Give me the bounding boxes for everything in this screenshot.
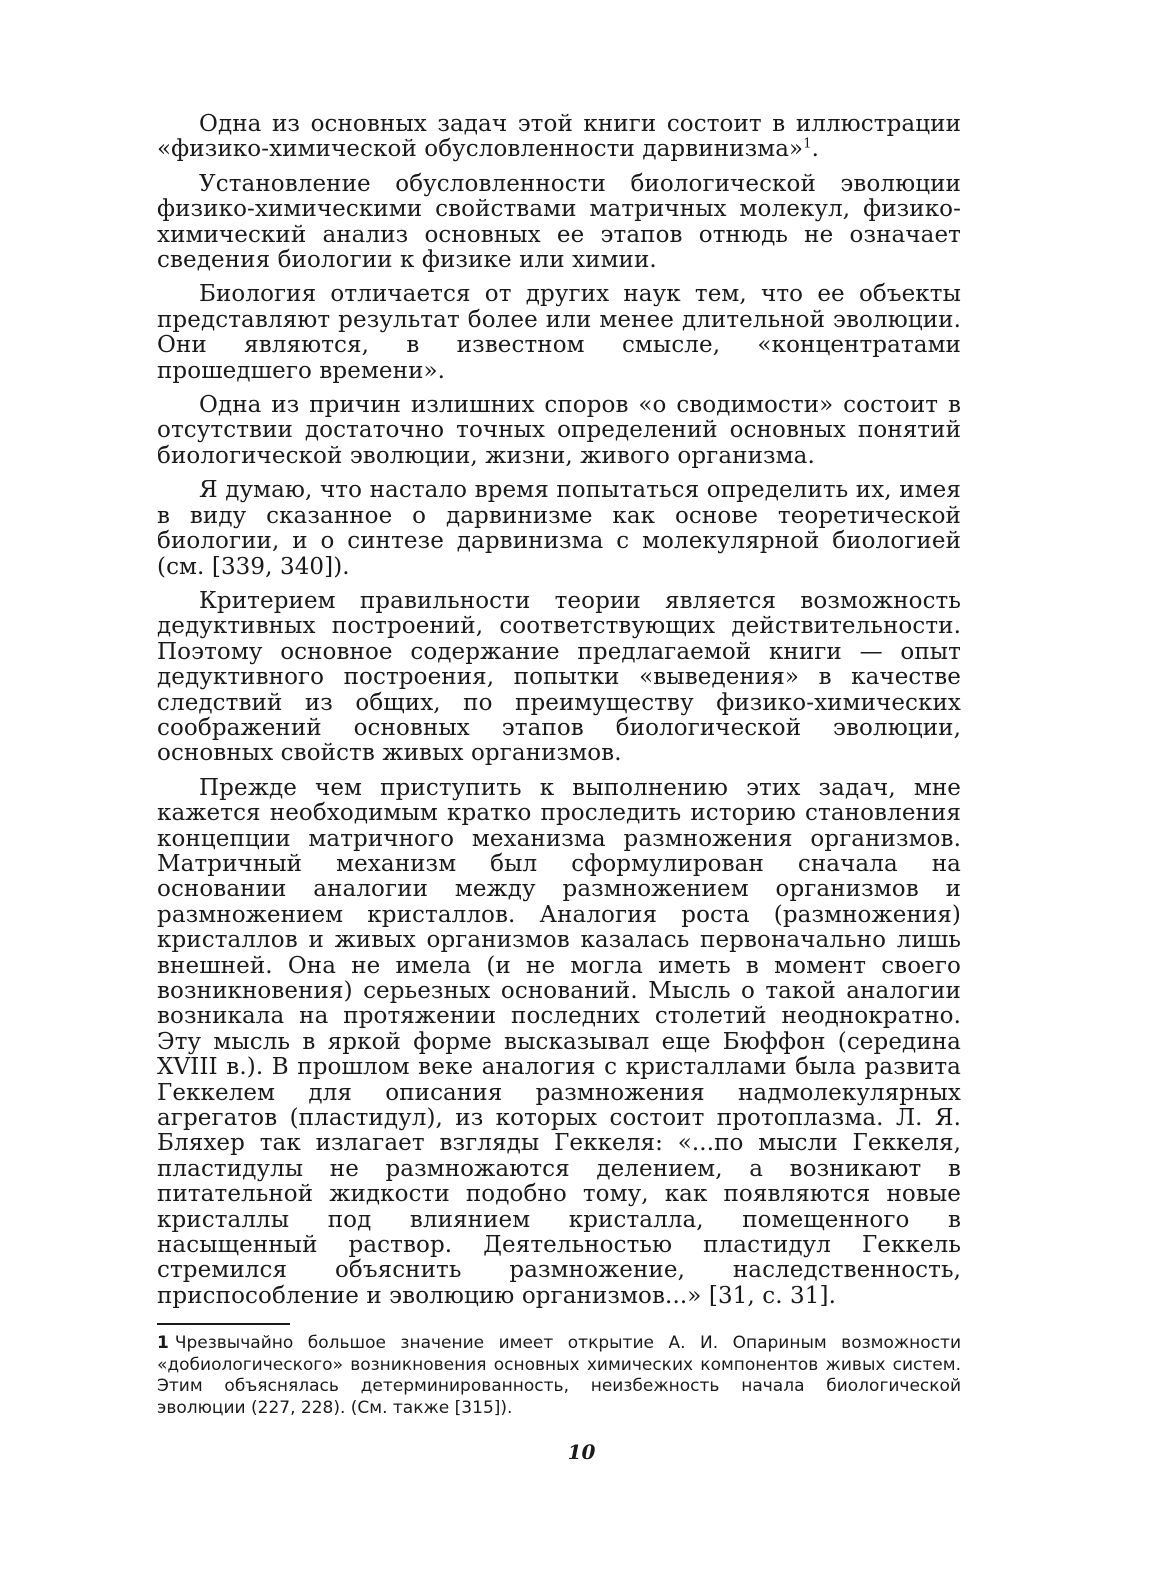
paragraph-2: Установление обусловленности биологической эволюции физико-химическими свойствами матричных молекул, физико-химический анализ основных ее этапов отнюдь не означает сведения биологии к физике или химии.	[157, 170, 961, 274]
paragraph-7: Прежде чем приступить к выполнению этих задач, мне кажется необходимым кратко проследить историю становления концепции матричного механизма размножения организмов. Матричный механизм был сформулирован сначала на основании аналогии между размножением организмов и размножением кристаллов. Аналогия роста (размножения) кристаллов и живых организмов казалась первоначально лишь внешней. Она не имела (и не могла иметь в момент своего возникновения) серьезных оснований. Мысль о такой аналогии возникала на протяжении последних столетий неоднократно. Эту мысль в яркой форме высказывал еще Бюффон (середина XVIII в.). В прошлом веке аналогия с кристаллами была развита Геккелем для описания размножения надмолекулярных агрегатов (пластидул), из которых состоит протоплазма. Л. Я. Бляхер так излагает взгляды Геккеля: «...по мысли Геккеля, пластидулы не размножаются делением, а возникают в питательной жидкости подобно тому, как появляются новые кристаллы под влиянием кристалла, помещенного в насыщенный раствор. Деятельностью пластидул Геккель стремился объяснить размножение, наследственность, приспособление и эволюцию организмов...» [31, с. 31].	[157, 774, 961, 1309]
footnote-divider	[157, 1323, 290, 1325]
paragraph-1-period: .	[811, 136, 819, 163]
paragraph-4: Одна из причин излишних споров «о сводимости» состоит в отсутствии достаточно точных определений основных понятий биологической эволюции, жизни, живого организма.	[157, 392, 961, 469]
footnote	[157, 1333, 961, 1419]
page-body	[157, 112, 961, 1419]
page-number: 10	[567, 1440, 596, 1464]
paragraph-5: Я думаю, что настало время попытаться определить их, имея в виду сказанное о дарвинизме как основе теоретической биологии, и о синтезе дарвинизма с молекулярной биологией (см. [339, 340]).	[157, 477, 961, 580]
footnote-reference[interactable]: 1	[803, 136, 812, 152]
paragraph-3: Биология отличается от других наук тем, что ее объекты представляют результат более или менее длительной эволюции. Они являются, в известном смысле, «концентратами прошедшего времени».	[157, 281, 961, 384]
footnote-marker: 1	[157, 1333, 169, 1354]
paragraph-6: Критерием правильности теории является возможность дедуктивных построений, соответствующих действительности. Поэтому основное содержание предлагаемой книги — опыт дедуктивного построения, попытки «выведения» в качестве следствий из общих, по преимуществу физико-химических соображений основных этапов биологической эволюции, основных свойств живых организмов.	[157, 587, 961, 767]
footnote-text: Чрезвычайно большое значение имеет открытие А. И. Опариным возможности «добиологического» возникновения основных химических компонентов живых систем. Этим объяснялась детерминированность, неизбежность начала биологической эволюции (227, 228). (См. также [315]).	[157, 1333, 961, 1418]
paragraph-1-text: Одна из основных задач этой книги состоит в иллюстрации «физико-химической обусловленности дарвинизма»	[157, 111, 961, 163]
paragraph-1	[157, 112, 961, 163]
